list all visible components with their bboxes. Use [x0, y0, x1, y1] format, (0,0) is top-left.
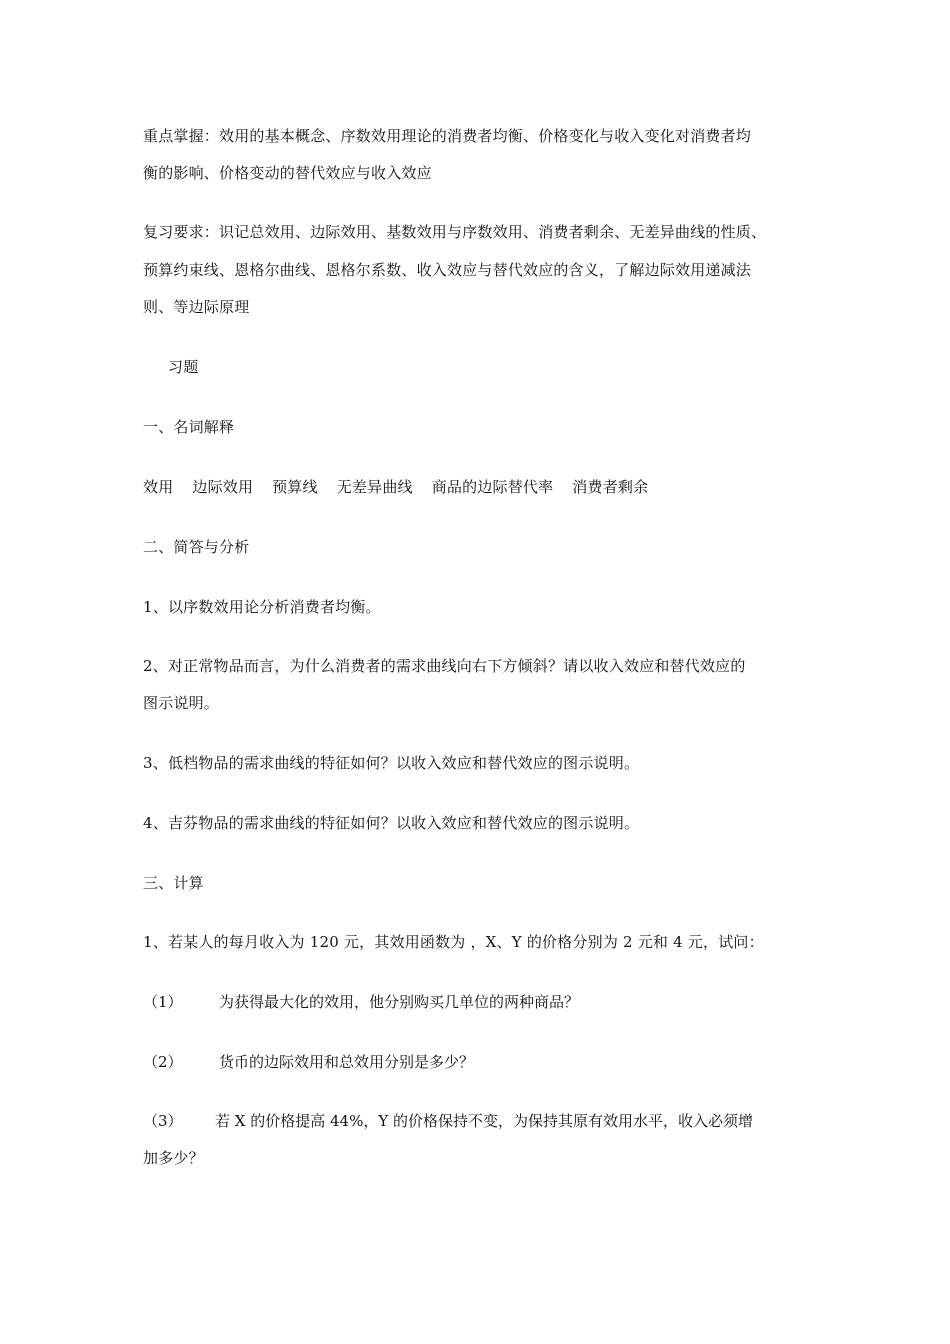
section-2-question-1: 1、以序数效用论分析消费者均衡。 — [143, 598, 381, 616]
exercises-title: 习题 — [168, 358, 199, 376]
review-line-3: 则、等边际原理 — [143, 298, 250, 316]
review-line-2: 预算约束线、恩格尔曲线、恩格尔系数、收入效应与替代效应的含义，了解边际效用递减法 — [143, 261, 752, 279]
section-2-question-2-line-2: 图示说明。 — [143, 694, 220, 712]
sub-question-1 — [143, 991, 579, 1013]
section-2-heading: 二、简答与分析 — [143, 538, 250, 556]
term: 商品的边际替代率 — [431, 478, 554, 496]
sub-question-number: （2） — [143, 1053, 183, 1071]
section-3-question-1: 1、若某人的每月收入为 120 元，其效用函数为 ，X、Y 的价格分别为 2 元和 4 元，试问： — [143, 933, 764, 951]
focus-line-1: 重点掌握：效用的基本概念、序数效用理论的消费者均衡、价格变化与收入变化对消费者均 — [143, 127, 752, 145]
term: 预算线 — [272, 478, 318, 496]
section-2-question-2-line-1: 2、对正常物品而言，为什么消费者的需求曲线向右下方倾斜？请以收入效应和替代效应的 — [143, 657, 746, 675]
terms-list — [143, 476, 662, 498]
section-1-heading: 一、名词解释 — [143, 418, 235, 436]
focus-line-2: 衡的影响、价格变动的替代效应与收入效应 — [143, 164, 432, 182]
sub-question-3-continuation: 加多少？ — [143, 1149, 204, 1167]
section-3-heading: 三、计算 — [143, 874, 204, 892]
sub-question-3 — [143, 1110, 753, 1132]
term: 边际效用 — [192, 478, 254, 496]
sub-question-number: （3） — [143, 1112, 183, 1130]
sub-question-text: 为获得最大化的效用，他分别购买几单位的两种商品？ — [219, 993, 580, 1011]
section-2-question-3: 3、低档物品的需求曲线的特征如何？以收入效应和替代效应的图示说明。 — [143, 754, 640, 772]
term: 无差异曲线 — [336, 478, 413, 496]
sub-question-number: （1） — [143, 993, 183, 1011]
term: 消费者剩余 — [572, 478, 649, 496]
sub-question-text: 货币的边际效用和总效用分别是多少？ — [219, 1053, 475, 1071]
sub-question-2 — [143, 1051, 474, 1073]
term: 效用 — [143, 478, 174, 496]
review-line-1: 复习要求：识记总效用、边际效用、基数效用与序数效用、消费者剩余、无差异曲线的性质、 — [143, 223, 767, 241]
section-2-question-4: 4、吉芬物品的需求曲线的特征如何？以收入效应和替代效应的图示说明。 — [143, 814, 640, 832]
sub-question-text: 若 X 的价格提高 44%，Y 的价格保持不变，为保持其原有效用水平，收入必须增 — [215, 1112, 753, 1130]
